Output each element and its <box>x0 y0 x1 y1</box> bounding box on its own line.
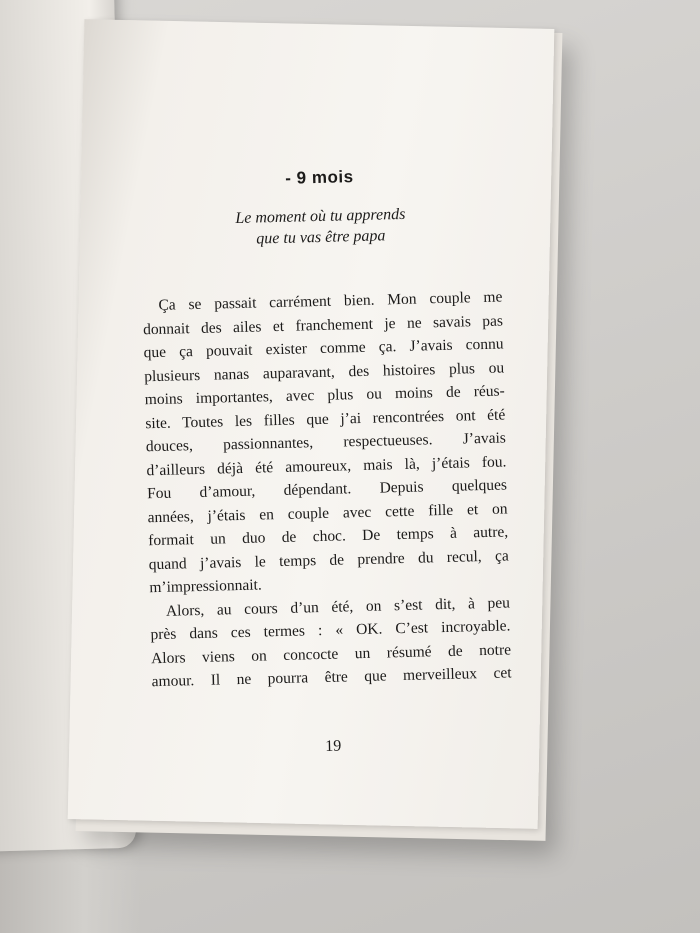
text-line: près dans ces termes : « OK. C’est incroyable. <box>150 617 511 644</box>
text-line: site. Toutes les filles que j’ai rencontrées ont été <box>145 405 506 432</box>
text-line: quand j’avais le temps de prendre du recul, ça <box>148 546 509 573</box>
book-page <box>68 19 555 829</box>
page-number: 19 <box>325 737 342 755</box>
text-line: Alors, au cours d’un été, on s’est dit, à peu <box>165 593 511 620</box>
text-line: d’ailleurs déjà été amoureux, mais là, j’étais fou. <box>146 452 507 479</box>
subtitle-line: Le moment où tu apprends <box>235 205 406 228</box>
paragraph-1 <box>142 286 509 600</box>
text-line: Ça se passait carrément bien. Mon couple me <box>158 288 503 314</box>
text-line: moins importantes, avec plus ou moins de réus- <box>144 382 505 409</box>
text-line: plusieurs nanas auparavant, des histoires plus ou <box>144 358 505 385</box>
text-line: Alors viens on concocte un résumé de notre <box>150 640 512 667</box>
text-line: que ça pouvait exister comme ça. J’avais connu <box>143 335 504 362</box>
text-line: m’impressionnait. <box>149 576 262 597</box>
page-content <box>139 164 513 760</box>
text-line: Fou d’amour, dépendant. Depuis quelques <box>146 476 508 503</box>
text-line: amour. Il ne pourra être que merveilleux cet <box>151 664 512 691</box>
chapter-title: - 9 mois <box>285 167 354 188</box>
chapter-subtitle <box>140 202 501 253</box>
subtitle-line: que tu vas être papa <box>256 227 386 248</box>
text-line: donnait des ailes et franchement je ne savais pas <box>142 312 504 338</box>
text-line: années, j’étais en couple avec cette fille et on <box>147 499 508 526</box>
paragraph-2 <box>150 591 512 694</box>
text-line: douces, passionnantes, respectueuses. J’avais <box>145 429 507 456</box>
text-line: formait un duo de choc. De temps à autre, <box>148 523 509 550</box>
